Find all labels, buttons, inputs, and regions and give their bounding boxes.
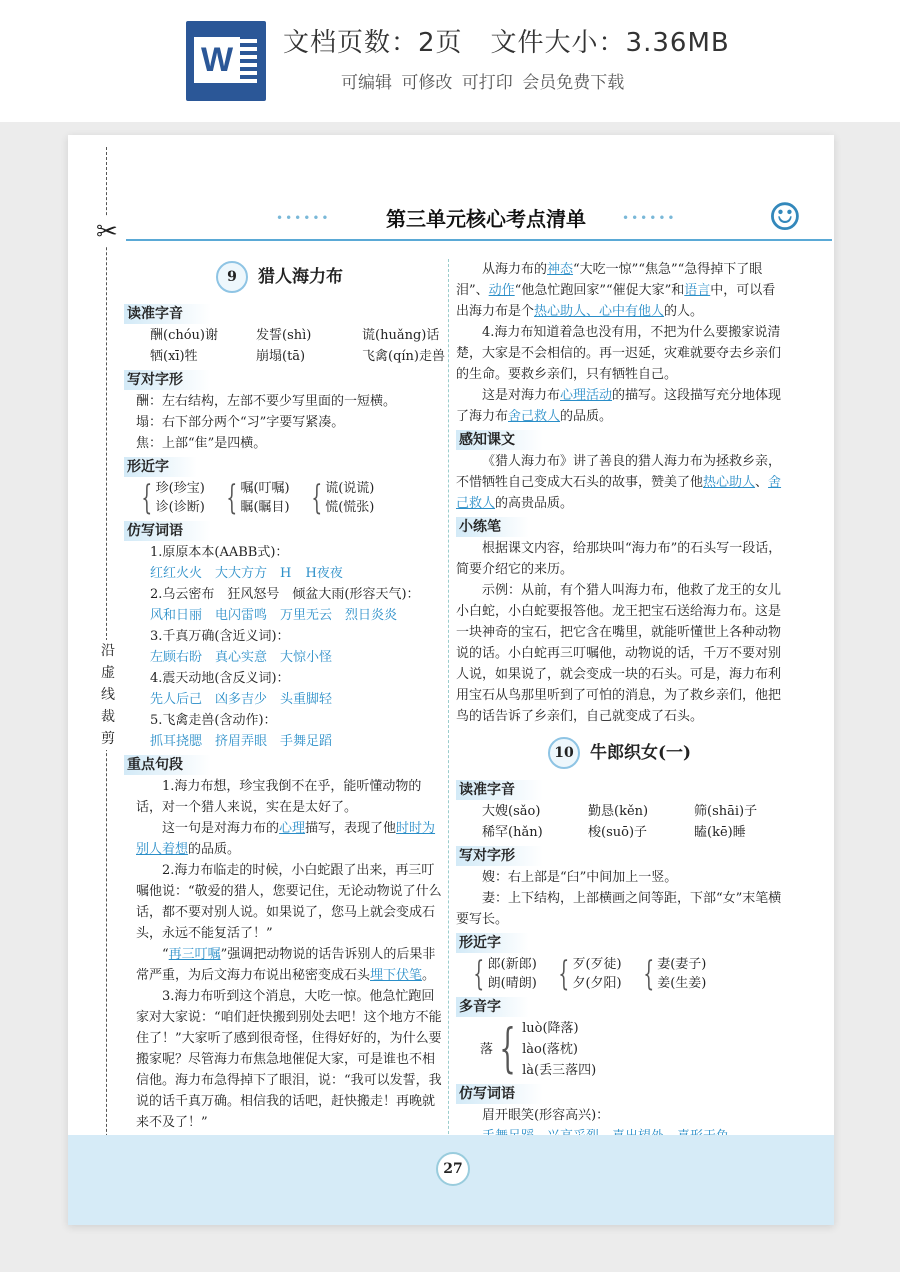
copy-answer: 先人后己 凶多吉少 头重脚轻 [150, 692, 333, 707]
download-header [0, 0, 900, 122]
title-bar [126, 195, 832, 245]
lesson-9-heading [216, 261, 444, 293]
lesson-10-heading [548, 737, 786, 769]
page-title: 第三单元核心考点清单 [386, 207, 586, 231]
page-number: 27 [436, 1152, 470, 1186]
copy-answer: 红红火火 大大方方 H H夜夜 [150, 566, 343, 581]
practice-sample: 示例：从前，有个猎人叫海力布，他救了龙王的女儿小白蛇，小白蛇要报答他。龙王把宝石送给海力布。这是一块神奇的宝石，把它含在嘴里，就能听懂世上各种动物说的话。小白蛇再三叮嘱他，动物说的话，千万不要对别人说，如果说了，就会变成一块的石头。可是，海力布利用宝石从鸟那里听到了可怕的消息，为了救乡亲们，他把鸟的话告诉了乡亲们，自己就变成了石头。 [456, 583, 782, 724]
analysis-4: 这是对海力布心理活动的描写。这段描写充分地体现了海力布舍己救人的品质。 [456, 388, 782, 424]
practice-prompt: 根据课文内容，给那块叫“海力布”的石头写一段话，简要介绍它的来历。 [456, 541, 782, 577]
copy-answer: 抓耳挠腮 挤眉弄眼 手舞足蹈 [150, 734, 333, 749]
quote-2: 2.海力布临走的时候，小白蛇跟了出来，再三叮嘱他说：“敬爱的猎人，您要记住，无论动物说了什么话，都不要对别人说。如果说了，您马上就会变成石头，永远不能复活了！” [136, 863, 442, 941]
analysis-3: 从海力布的神态“大吃一惊”“焦急”“急得掉下了眼泪”、动作“他急忙跑回家”“催促大家”和语言中，可以看出海力布是个热心助人、心中有他人的人。 [456, 262, 776, 319]
polyphone: 落 { luò(降落) lào(落枕) là(丢三落四) [480, 1019, 597, 1079]
lesson-number: 9 [216, 261, 248, 293]
section-heading: 形近字 [456, 933, 529, 953]
quote-4: 4.海力布知道着急也没有用，不把为什么要搬家说清楚，大家是不会相信的。再一迟延，灾难就要夺去乡亲们的生命。要救乡亲们，只有牺牲自己。 [456, 325, 782, 382]
pinyin-row: 稀罕(hǎn) 梭(suō)子 瞌(kē)睡 [482, 825, 746, 840]
word-letter: W [194, 37, 240, 83]
word-icon [186, 21, 266, 101]
copy-answer: 风和日丽 电闪雷鸣 万里无云 烈日炎炎 [150, 608, 398, 623]
text-line: 嫂：右上部是“臼”中间加上一竖。 [482, 870, 678, 885]
text-line: 酬：左右结构，左部不要少写里面的一短横。 [136, 394, 397, 409]
copy-prompt: 2.乌云密布 狂风怒号 倾盆大雨(形容天气)： [150, 587, 420, 602]
section-heading: 感知课文 [456, 430, 543, 450]
copy-prompt: 4.震天动地(含反义词)： [150, 671, 290, 686]
similar-chars: { 珍(珍宝) 诊(诊断) { 嘱(叮嘱) 瞩(瞩目) { 谎(说谎) 慌(慌张) [141, 478, 375, 518]
lesson-title: 猎人海力布 [258, 266, 343, 287]
file-size: 文件大小：3.36MB [490, 28, 730, 58]
section-heading: 读准字音 [124, 304, 211, 324]
analysis-1: 这一句是对海力布的心理描写，表现了他时时为别人着想的品质。 [136, 821, 436, 857]
page-count: 文档页数：2页 [283, 28, 463, 58]
copy-prompt: 眉开眼笑(形容高兴)： [482, 1108, 610, 1123]
section-heading: 小练笔 [456, 517, 529, 537]
summary-text: 《猎人海力布》讲了善良的猎人海力布为拯救乡亲，不惜牺牲自己变成大石头的故事，赞美了他热心助人、舍己救人的高贵品质。 [456, 454, 782, 511]
section-heading: 多音字 [456, 997, 529, 1017]
cut-text: 沿虚线裁剪 [98, 640, 118, 750]
section-heading: 仿写词语 [124, 521, 211, 541]
document-page [68, 135, 834, 1225]
lesson-title: 牛郎织女(一) [590, 742, 692, 763]
quote-1: 1.海力布想，珍宝我倒不在乎，能听懂动物的话，对一个猎人来说，实在是太好了。 [136, 779, 422, 815]
analysis-2: “再三叮嘱”强调把动物说的话告诉别人的后果非常严重，为后文海力布说出秘密变成石头埋下伏笔。 [136, 947, 436, 983]
right-column [456, 259, 786, 1147]
section-heading: 写对字形 [456, 846, 543, 866]
column-divider [448, 259, 449, 1159]
quote-3: 3.海力布听到这个消息，大吃一惊。他急忙跑回家对大家说：“咱们赶快搬到别处去吧！这个地方不能住了！”大家听了感到很奇怪，住得好好的，为什么要搬家呢？尽管海力布焦急地催促大家，可是谁也不相信他。海力布急得掉下了眼泪，说：“我可以发誓，我说的话千真万确。相信我的话吧，赶快搬走！再晚就来不及了！” [136, 989, 442, 1130]
pinyin-row: 酬(chóu)谢 发誓(shì) 谎(huǎng)话 [150, 328, 440, 343]
text-line: 妻：上下结构，上部横画之间等距，下部“女”末笔横要写长。 [456, 891, 782, 927]
section-heading: 重点句段 [124, 755, 211, 775]
scissors-icon: ✂ [96, 217, 118, 247]
similar-chars: { 郎(新郎) 朗(晴朗) { 歹(歹徒) 夕(夕阳) { 妻(妻子) 姜(生姜) [473, 954, 707, 994]
left-column [124, 259, 444, 1133]
lesson-number: 10 [548, 737, 580, 769]
copy-prompt: 3.千真万确(含近义词)： [150, 629, 290, 644]
text-line: 塌：右下部分两个“习”字要写紧凑。 [136, 415, 345, 430]
section-heading: 写对字形 [124, 370, 211, 390]
section-heading: 读准字音 [456, 780, 543, 800]
text-line: 焦：上部“隹”是四横。 [136, 436, 267, 451]
pinyin-row: 大嫂(sǎo) 勤恳(kěn) 筛(shāi)子 [482, 804, 758, 819]
dots-right: •••••• [622, 211, 677, 225]
copy-prompt: 1.原原本本(AABB式)： [150, 545, 289, 560]
title-underline [126, 239, 832, 241]
copy-prompt: 5.飞禽走兽(含动作)： [150, 713, 277, 728]
section-heading: 形近字 [124, 457, 197, 477]
pinyin-row: 牺(xī)牲 崩塌(tā) 飞禽(qín)走兽 [150, 349, 445, 364]
section-heading: 仿写词语 [456, 1084, 543, 1104]
copy-answer: 左顾右盼 真心实意 大惊小怪 [150, 650, 333, 665]
mascot-icon: ☺ [767, 195, 802, 239]
doc-meta [283, 22, 758, 59]
doc-tags: 可编辑 可修改 可打印 会员免费下载 [341, 73, 625, 93]
dots-left: •••••• [276, 211, 331, 225]
